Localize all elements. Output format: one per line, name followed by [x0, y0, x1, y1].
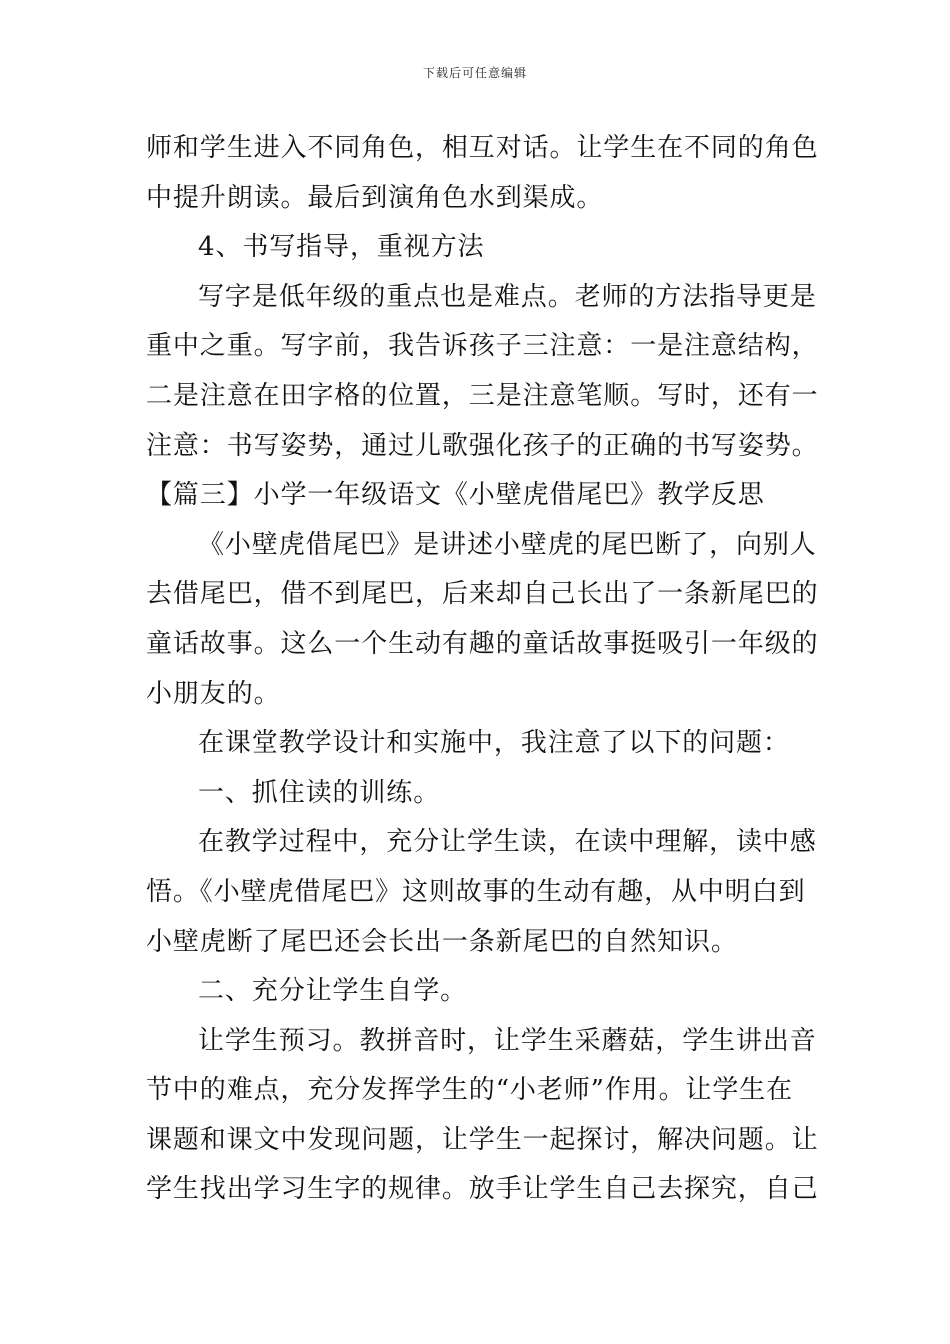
header-note: 下载后可任意编辑: [422, 66, 527, 80]
text-line: 写字是低年级的重点也是难点。老师的方法指导更是: [198, 281, 817, 312]
text-line: 小壁虎断了尾巴还会长出一条新尾巴的自然知识。: [146, 926, 738, 957]
text-line: 《小壁虎借尾巴》是讲述小壁虎的尾巴断了，向别人: [198, 529, 817, 560]
text-line: 让学生预习。教拼音时，让学生采蘑菇，学生讲出音: [198, 1025, 817, 1056]
text-line: 中提升朗读。最后到演角色水到渠成。: [146, 182, 604, 213]
text-line: 学生找出学习生字的规律。放手让学生自己去探究，自己: [146, 1174, 819, 1205]
section-heading: 二、充分让学生自学。: [198, 976, 468, 1007]
text-line: 童话故事。这么一个生动有趣的童话故事挺吸引一年级的: [146, 628, 819, 659]
text-line: 悟。《小壁虎借尾巴》这则故事的生动有趣，从中明白到: [146, 876, 806, 907]
text-line: 去借尾巴，借不到尾巴，后来却自己长出了一条新尾巴的: [146, 579, 819, 610]
body-text: [146, 124, 819, 1215]
article-title: 【篇三】小学一年级语文《小壁虎借尾巴》教学反思: [146, 480, 765, 511]
text-line: 注意：书写姿势，通过儿歌强化孩子的正确的书写姿势。: [146, 430, 819, 461]
text-line: 课题和课文中发现问题，让学生一起探讨，解决问题。让: [146, 1124, 819, 1155]
text-line: 节中的难点，充分发挥学生的“小老师”作用。让学生在: [146, 1075, 794, 1106]
text-line: 在教学过程中，充分让学生读，在读中理解，读中感: [198, 827, 817, 858]
text-line: 二是注意在田字格的位置，三是注意笔顺。写时，还有一: [146, 380, 819, 411]
text-line: 师和学生进入不同角色，相互对话。让学生在不同的角色: [146, 133, 819, 163]
text-line: 在课堂教学设计和实施中，我注意了以下的问题：: [198, 728, 790, 759]
text-line: 小朋友的。: [146, 678, 281, 709]
section-heading: 一、抓住读的训练。: [198, 777, 441, 808]
text-line: 重中之重。写字前，我告诉孩子三注意：一是注意结构，: [146, 331, 819, 362]
section-heading: 4、书写指导，重视方法: [198, 232, 485, 263]
